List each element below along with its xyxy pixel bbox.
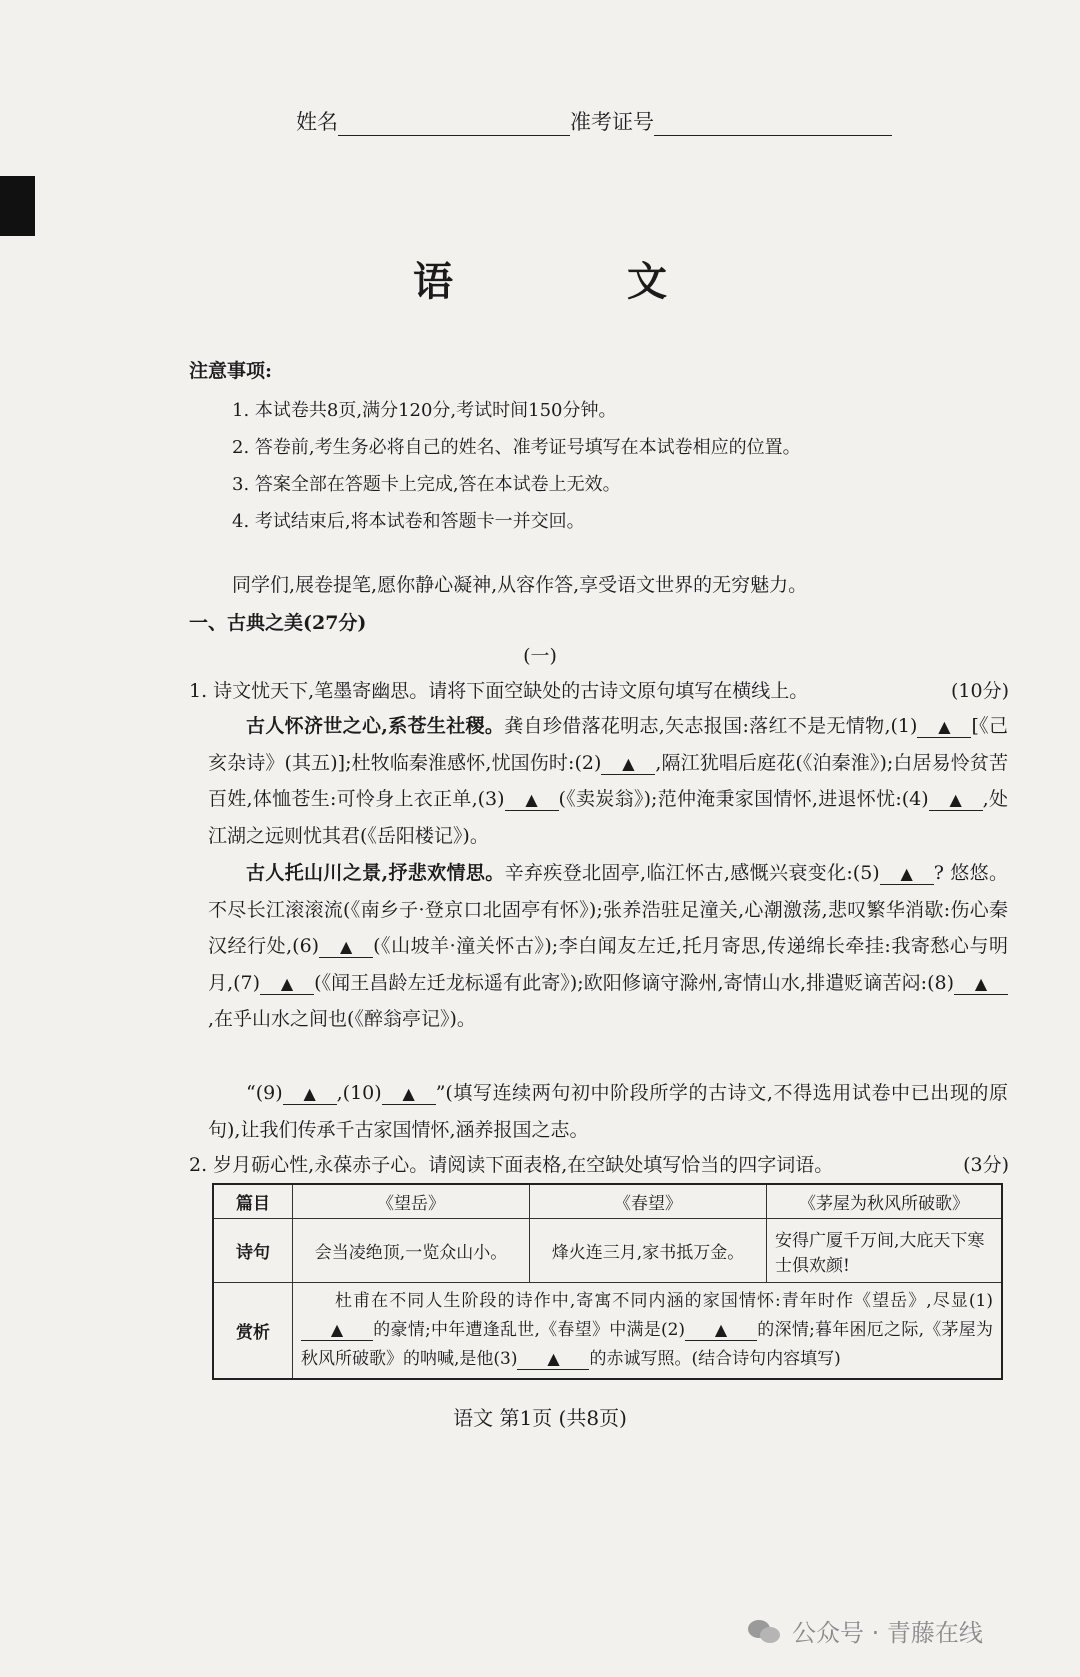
para-text: ,处江湖之远则忧其君(《岳阳楼记》)。 (208, 788, 1008, 847)
notice-item: 3. 答案全部在答题卡上完成,答在本试卷上无效。 (232, 474, 621, 495)
greeting: 同学们,展卷提笔,愿你静心凝神,从容作答,享受语文世界的无穷魅力。 (232, 574, 808, 596)
table-cell: 《春望》 (530, 1184, 767, 1219)
blank-number: “(9) (246, 1082, 283, 1104)
edge-marker (0, 176, 35, 236)
poem-table (212, 1183, 1003, 1380)
table-cell: 烽火连三月,家书抵万金。 (530, 1219, 767, 1283)
blank-number: (5) (852, 862, 880, 884)
answer-blank[interactable]: ▲ (382, 1084, 436, 1105)
analysis-cell (293, 1283, 1003, 1380)
answer-blank[interactable]: ▲ (685, 1320, 757, 1341)
table-row-head: 篇目 (213, 1184, 293, 1219)
para-lead: 古人托山川之景,抒悲欢情思。 (246, 862, 505, 884)
para-text: ,在乎山水之间也(《醉翁亭记》)。 (208, 1008, 476, 1030)
watermark-text: 公众号 · 青藤在线 (792, 1619, 983, 1647)
id-label: 准考证号 (570, 110, 654, 134)
blank-number: (1) (890, 715, 918, 737)
analysis-text: 的深情;暮年困厄之际,《茅屋为秋风所破歌》的呐喊,是他(3) (301, 1320, 993, 1369)
answer-blank[interactable]: ▲ (283, 1084, 337, 1105)
q1-paragraph-1 (208, 708, 1008, 854)
table-row-head: 诗句 (213, 1219, 293, 1283)
answer-blank[interactable]: ▲ (880, 864, 934, 885)
table-cell: 会当凌绝顶,一览众山小。 (293, 1219, 530, 1283)
name-label: 姓名 (296, 110, 338, 134)
name-field[interactable] (338, 113, 570, 136)
answer-blank[interactable]: ▲ (517, 1349, 589, 1370)
question-score: (10分) (950, 680, 1009, 702)
question-text: 2. 岁月砺心性,永葆赤子心。请阅读下面表格,在空缺处填写恰当的四字词语。 (189, 1154, 834, 1176)
para-text: (《卖炭翁》);范仲淹秉家国情怀,进退怀忧:(4) (558, 788, 929, 810)
id-field[interactable] (654, 113, 892, 136)
analysis-text: 的赤诚写照。(结合诗句内容填写) (589, 1349, 841, 1369)
question-1 (189, 676, 1009, 703)
blank-number: ,(10) (336, 1082, 382, 1104)
q1-paragraph-2 (208, 855, 1008, 1038)
watermark (748, 1613, 983, 1648)
answer-blank[interactable]: ▲ (301, 1320, 373, 1341)
table-cell: 《茅屋为秋风所破歌》 (767, 1184, 1003, 1219)
para-text: ”(填写连续两句初中阶段所学的古诗文,不得选用试卷中已出现的原句),让我们传承千古家国情怀,涵养报国之志。 (208, 1082, 1008, 1141)
question-text: 1. 诗文忧天下,笔墨寄幽思。请将下面空缺处的古诗文原句填写在横线上。 (189, 680, 809, 702)
notice-list (232, 392, 801, 540)
notice-item: 1. 本试卷共8页,满分120分,考试时间150分钟。 (232, 400, 617, 421)
table-row-head: 赏析 (213, 1283, 293, 1380)
para-text: ,隔江犹唱后庭花(《泊秦淮》);白居易怜贫苦百姓,体恤苍生:可怜身上衣正单,(3) (208, 751, 1008, 810)
subsection-title: (一) (523, 645, 557, 667)
question-2 (189, 1150, 1009, 1177)
answer-blank[interactable]: ▲ (319, 937, 373, 958)
notice-item: 2. 答卷前,考生务必将自己的姓名、准考证号填写在本试卷相应的位置。 (232, 437, 801, 458)
question-score: (3分) (963, 1154, 1009, 1176)
wechat-icon (748, 1618, 782, 1644)
table-cell: 安得广厦千万间,大庇天下寒士俱欢颜! (767, 1219, 1003, 1283)
notice-title: 注意事项: (189, 360, 273, 382)
answer-blank[interactable]: ▲ (954, 974, 1008, 995)
table-cell: 《望岳》 (293, 1184, 530, 1219)
para-lead: 古人怀济世之心,系苍生社稷。 (246, 715, 505, 737)
answer-blank[interactable]: ▲ (917, 717, 971, 738)
page-footer: 语文 第1页 (共8页) (453, 1406, 627, 1430)
para-text: 龚自珍借落花明志,矢志报国:落红不是无情物, (504, 715, 891, 737)
answer-blank[interactable]: ▲ (601, 754, 655, 775)
para-text: [《己亥杂诗》(其五)];杜牧临秦淮感怀,忧国伤时:(2) (208, 715, 1009, 774)
candidate-info (296, 106, 892, 136)
para-text: (《闻王昌龄左迁龙标遥有此寄》);欧阳修谪守滁州,寄情山水,排遣贬谪苦闷:(8) (314, 971, 954, 994)
para-text: (《山坡羊·潼关怀古》);李白闻友左迁,托月寄思,传递绵长牵挂:我寄愁心与明月,(7) (208, 935, 1008, 994)
notice-item: 4. 考试结束后,将本试卷和答题卡一并交回。 (232, 511, 585, 532)
q1-paragraph-3 (208, 1075, 1008, 1148)
para-text: ? 悠悠。不尽长江滚滚流(《南乡子·登京口北固亭有怀》);张养浩驻足潼关,心潮激荡,悲叹繁华消歇:伤心秦汉经行处,(6) (208, 862, 1008, 957)
para-text: 辛弃疾登北固亭,临江怀古,感慨兴衰变化: (504, 862, 853, 884)
answer-blank[interactable]: ▲ (505, 790, 559, 811)
page-title: 语 文 (413, 258, 747, 305)
answer-blank[interactable]: ▲ (260, 974, 314, 995)
analysis-text: 的豪情;中年遭逢乱世,《春望》中满是(2) (373, 1320, 686, 1340)
answer-blank[interactable]: ▲ (929, 790, 983, 811)
analysis-text: 杜甫在不同人生阶段的诗作中,寄寓不同内涵的家国情怀:青年时作《望岳》,尽显(1) (335, 1291, 993, 1311)
section-title: 一、古典之美(27分) (189, 612, 367, 634)
